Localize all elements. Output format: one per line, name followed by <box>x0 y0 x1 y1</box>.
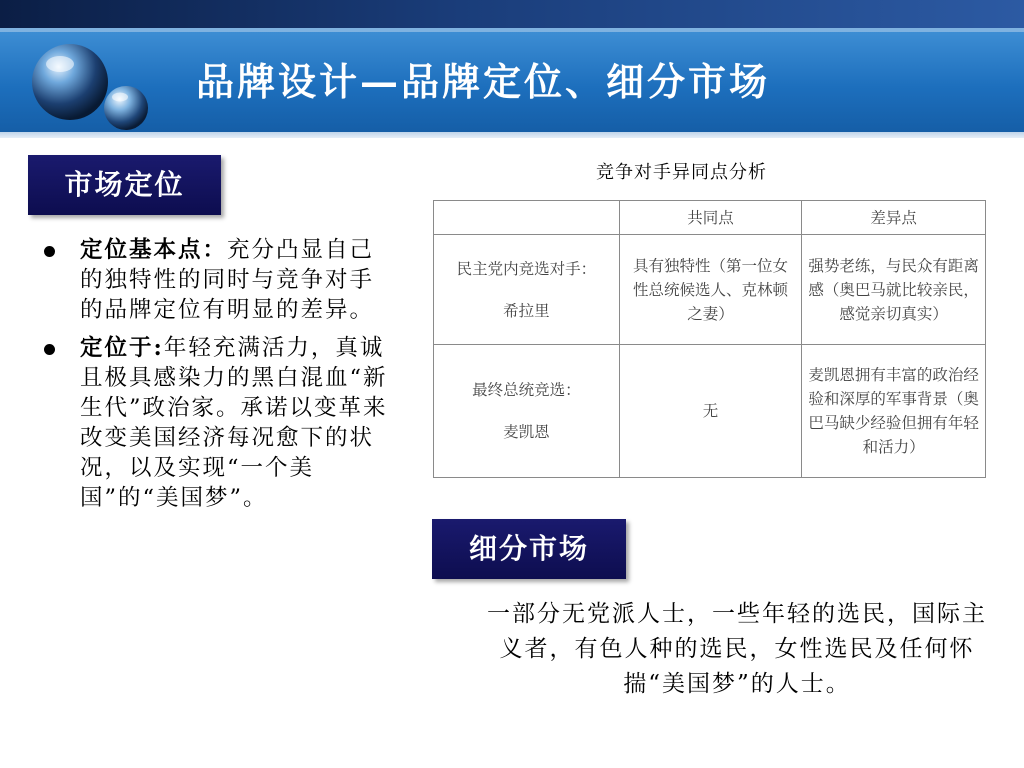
large-sphere-highlight <box>46 56 74 72</box>
market-segmentation-tag: 细分市场 <box>432 519 626 579</box>
bullet-positioning-basics <box>44 235 396 325</box>
row-label-cell <box>434 235 620 345</box>
common-cell: 具有独特性（第一位女性总统候选人、克林顿之妻） <box>619 235 802 345</box>
segmentation-text: 一部分无党派人士，一些年轻的选民，国际主义者，有色人种的选民，女性选民及任何怀揣“美国梦”的人士。 <box>487 601 987 697</box>
row-label-line1: 最终总统竞选： <box>472 381 581 399</box>
header-cell-empty <box>434 201 620 235</box>
row-label-line2: 希拉里 <box>503 301 550 320</box>
bullet-body: 充分凸显自己的独特性的同时与竞争对手的品牌定位有明显的差异。 <box>80 237 375 323</box>
table-row <box>434 235 986 345</box>
slide-title: 品牌设计—品牌定位、细分市场 <box>196 59 771 104</box>
table-caption: 竞争对手异同点分析 <box>596 162 767 183</box>
diff-cell: 强势老练，与民众有距离感（奥巴马就比较亲民，感觉亲切真实） <box>802 235 986 345</box>
bullet-body: 年轻充满活力，真诚且极具感染力的黑白混血“新生代”政治家。承诺以变革来改变美国经济每况愈下的状况，以及实现“一个美国”的“美国梦”。 <box>80 335 388 511</box>
bullet-heading: 定位基本点： <box>80 237 228 263</box>
small-sphere-highlight <box>112 93 128 102</box>
header-cell-common: 共同点 <box>619 201 802 235</box>
row-label-cell <box>434 345 620 478</box>
row-label-line2: 麦凯恩 <box>503 423 550 441</box>
bullet-heading: 定位于: <box>80 335 164 361</box>
small-sphere <box>104 86 148 130</box>
large-sphere <box>32 44 108 120</box>
row-label-line1: 民主党内竞选对手： <box>456 259 597 278</box>
diff-cell: 麦凯恩拥有丰富的政治经验和深厚的军事背景（奥巴马缺少经验但拥有年轻和活力） <box>802 345 986 478</box>
table-header-row <box>434 201 986 235</box>
top-bar <box>0 0 1024 28</box>
common-cell: 无 <box>619 345 802 478</box>
bullet-dot-icon <box>44 344 55 355</box>
header-cell-diff: 差异点 <box>802 201 986 235</box>
glossy-spheres-logo <box>26 40 156 135</box>
competitor-comparison-table <box>433 200 986 478</box>
table-row <box>434 345 986 478</box>
market-positioning-tag: 市场定位 <box>28 155 221 215</box>
positioning-bullet-list <box>44 235 396 521</box>
bullet-dot-icon <box>44 246 55 257</box>
bullet-positioning-target <box>44 333 396 513</box>
